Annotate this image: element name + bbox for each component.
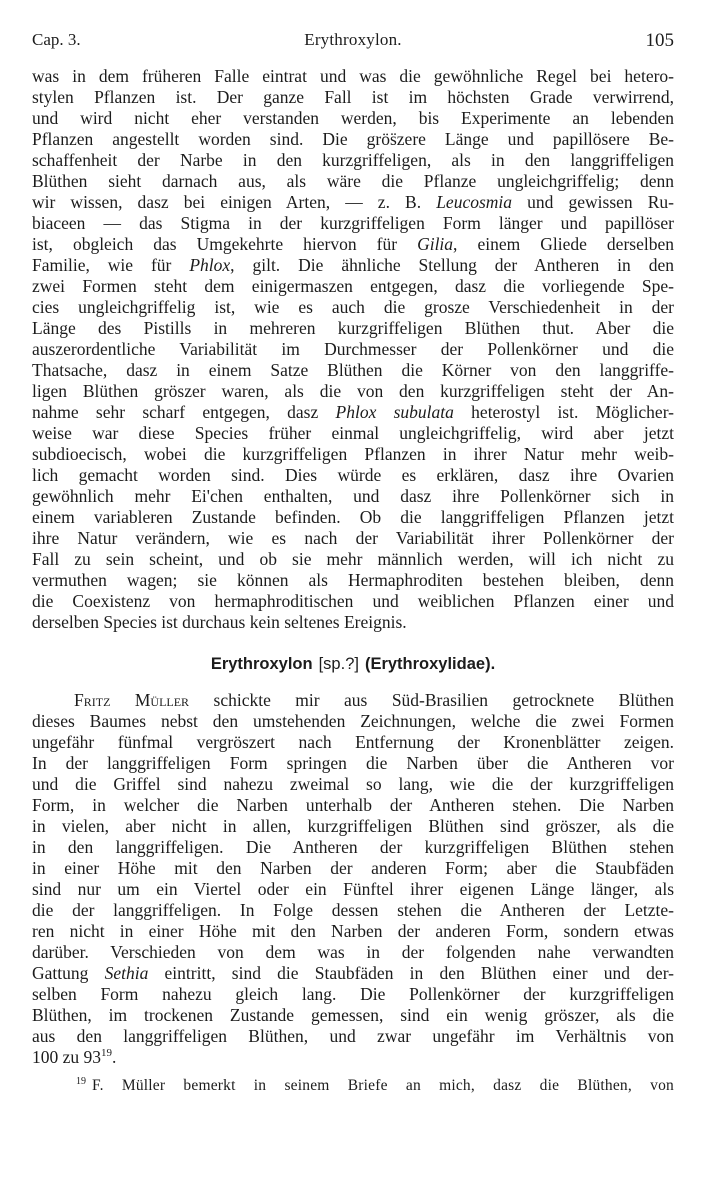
text-line: ligen Blüthen gröszer waren, als die von den kurzgriffeligen steht der An- [32,381,674,401]
text-line: subdioecisch, wobei die kurzgriffeligen Pflanzen in ihrer Natur mehr weib- [32,444,674,464]
text-line: Blüthen, im trockenen Zustande gemessen, sind ein wenig gröszer, als die [32,1005,674,1025]
text-line: was in dem früheren Falle eintrat und was die gewöhnliche Regel bei hetero- [32,66,674,86]
text-line: Form, in welcher die Narben unterhalb der Antheren stehen. Die Narben [32,795,674,815]
running-title: Erythroxylon. [304,30,402,49]
chapter-label: Cap. 3. [32,30,81,49]
paragraph-2 [32,690,674,1068]
section-heading [32,653,674,675]
text-line: Thatsache, dasz in einem Satze Blüthen die Körner von den langgriffe- [32,360,674,380]
text-segment: und gewissen Ru- [512,192,674,212]
section-genus: Erythroxylon [210,655,313,673]
paragraph-1 [32,66,674,633]
text-segment: 100 zu 93 [32,1047,102,1067]
text-line: vermuthen wagen; sie können als Hermaphroditen bestehen bleiben, denn [32,570,674,590]
taxon-name: Phlox [189,255,231,275]
text-segment: Familie, wie für [32,255,190,275]
text-line: Pflanzen angestellt worden sind. Die grös̈zere Länge und papillösere Be- [32,129,674,149]
text-line: in vielen, aber nicht in allen, kurzgriffeligen Blüthen sind gröszer, als die [32,816,674,836]
section-qualifier: [sp.?] [318,655,359,673]
text-line [32,690,674,711]
text-line: ihre Natur verändern, wie es nach der Variabilität ihrer Pollenkörner der [32,528,674,548]
text-segment: heterostyl ist. Möglicher- [453,402,675,422]
taxon-name: Sethia [104,963,149,983]
taxon-name: Gilia [417,234,454,254]
text-segment: ist, obgleich das Umgekehrte hiervon für [32,234,418,254]
text-line: ren nicht in einer Höhe mit den Narben der anderen Form, sondern etwas [32,921,674,941]
text-line: dieses Baumes nebst den umstehenden Zeichnungen, welche die zwei Formen [32,711,674,731]
text-line: biaceen — das Stigma in der kurzgriffeligen Form länger und papillöser [32,213,674,233]
text-segment: schickte mir aus Süd-Brasilien getrocknete Blüthen [189,690,674,710]
taxon-name: Leucosmia [436,192,513,212]
text-line: gewöhnlich mehr Ei'chen enthalten, und dasz ihre Pollenkörner sich in [32,486,674,506]
text-line [32,234,674,255]
footnote-marker: 19 [76,1076,86,1087]
text-line: in einer Höhe mit den Narben der anderen Form; aber die Staubfäden [32,858,674,878]
text-segment: nahme sehr scharf entgegen, dasz [32,402,336,422]
text-line: einem variableren Zustande befinden. Ob die langgriffeligen Pflanzen jetzt [32,507,674,527]
footnote-text: F. Müller bemerkt in seinem Briefe an mich, dasz die Blüthen, von [92,1077,674,1094]
text-line: die der langgriffeligen. In Folge dessen stehen die Antheren der Letzte- [32,900,674,920]
text-line [32,255,674,276]
text-segment: . [112,1047,117,1067]
text-segment: eintritt, sind die Staubfäden in den Blüthen einer und der- [148,963,674,983]
text-segment: , einem Gliede derselben [453,234,674,254]
text-line: Länge des Pistills in mehreren kurzgriffeligen Blüthen thut. Aber die [32,318,674,338]
text-line: und die Griffel sind nahezu zweimal so lang, wie die der kurzgriffeligen [32,774,674,794]
footnote-reference: 19 [101,1047,113,1060]
text-line: In der langgriffeligen Form springen die Narben über die Antheren vor [32,753,674,773]
text-line [32,192,674,213]
footnote [32,1076,674,1096]
author-name: Fritz Müller [74,690,190,710]
text-line: sind nur um ein Viertel oder ein Fünftel ihrer eigenen Länge länger, als [32,879,674,899]
text-line: ungefähr fünfmal vergröszert nach Entfernung der Kronenblätter zeigen. [32,732,674,752]
text-line [32,402,674,423]
book-page [32,26,674,1096]
text-line [32,963,674,984]
text-line: stylen Pflanzen ist. Der ganze Fall ist im höchsten Grade verwirrend, [32,87,674,107]
text-segment: , gilt. Die ähnliche Stellung der Antheren in den [230,255,674,275]
taxon-name: Phlox subulata [335,402,454,422]
text-line: die Coexistenz von hermaphroditischen und weiblichen Pflanzen einer und [32,591,674,611]
page-number: 105 [645,30,674,51]
text-segment: wir wissen, dasz bei einigen Arten, — z. B. [32,192,437,212]
text-line: cies ungleichgriffelig ist, wie es auch die grosze Verschiedenheit in der [32,297,674,317]
text-line: auszerordentliche Variabilität im Durchmesser der Pollenkörner und die [32,339,674,359]
running-head [32,26,674,54]
text-line: Blüthen sieht darnach aus, als wäre die Pflanze ungleichgriffelig; denn [32,171,674,191]
text-line: weise war diese Species früher einmal ungleichgriffelig, wird aber jetzt [32,423,674,443]
text-line: und wird nicht eher verstanden werden, bis Experimente an lebenden [32,108,674,128]
text-line: selben Form nahezu gleich lang. Die Pollenkörner der kurzgriffeligen [32,984,674,1004]
text-line: in den langgriffeligen. Die Antheren der kurzgriffeligen Blüthen stehen [32,837,674,857]
text-line: schaffenheit der Narbe in den kurzgriffeligen, als in den langgriffeligen [32,150,674,170]
text-line: Fall zu sein scheint, und ob sie mehr männlich werden, will ich nicht zu [32,549,674,569]
text-line [32,1047,674,1068]
section-family: (Erythroxylidae). [364,655,496,673]
text-line: aus den langgriffeligen Blüthen, und zwar ungefähr im Verhältnis von [32,1026,674,1046]
text-line: lich gemacht worden sind. Dies würde es erklären, dasz ihre Ovarien [32,465,674,485]
text-line: derselben Species ist durchaus kein seltenes Ereignis. [32,612,407,632]
text-line: darüber. Verschieden von dem was in der folgenden nahe verwandten [32,942,674,962]
text-segment: Gattung [32,963,105,983]
text-line: zwei Formen steht dem einigermaszen entgegen, dasz die vorliegende Spe- [32,276,674,296]
